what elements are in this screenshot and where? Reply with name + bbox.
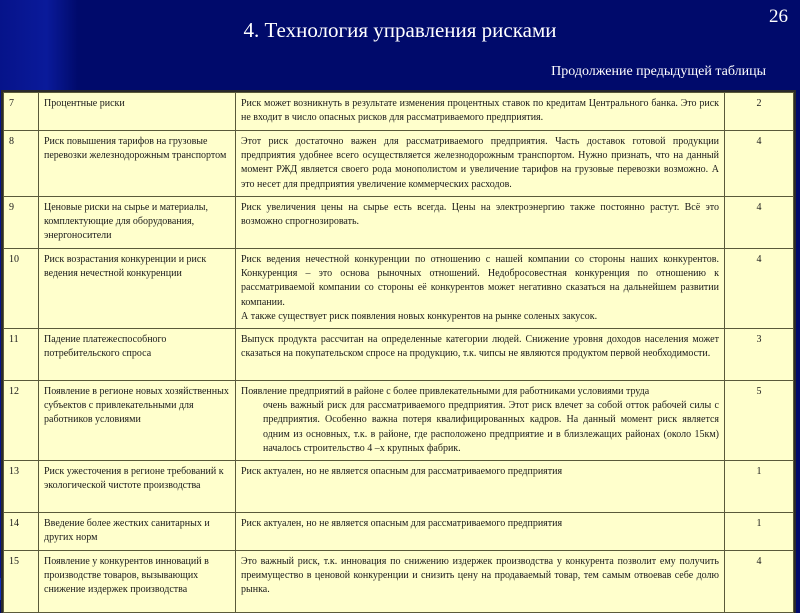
risk-description-first: Появление предприятий в районе с более привлекательными для работниками условиями труда <box>241 386 650 397</box>
row-number: 10 <box>4 249 39 329</box>
table-row <box>4 131 794 197</box>
row-number: 12 <box>4 381 39 461</box>
row-number: 13 <box>4 461 39 513</box>
slide-title: 4. Технология управления рисками <box>243 18 557 42</box>
risk-description-extra: А также существует риск появления новых конкурентов на рынке соленых закусок. <box>241 310 598 322</box>
table-row <box>4 249 794 329</box>
table-row <box>4 197 794 249</box>
row-number: 8 <box>4 131 39 197</box>
page-number: 26 <box>769 6 788 27</box>
row-number: 15 <box>4 551 39 613</box>
risk-score: 4 <box>725 131 794 197</box>
risk-description: Риск может возникнуть в результате изменения процентных ставок по кредитам Центрального банка. Это риск не входит в число опасных рисков для рассматриваемого предприятия. <box>236 93 725 131</box>
risk-score: 3 <box>725 329 794 381</box>
risk-description: Риск актуален, но не является опасным для рассматриваемого предприятия <box>236 461 725 513</box>
risk-name: Появление у конкурентов инноваций в производстве товаров, вызывающих снижение издержек производства <box>39 551 236 613</box>
risk-description-cell <box>236 381 725 461</box>
risk-description: Этот риск достаточно важен для рассматриваемого предприятия. Часть доставок готовой продукции предприятия удобнее всего осуществляется железнодорожным транспортом. Нужно признать, что на данный момент РЖД является своего рода монополистом и увеличение тарифов на грузовые перевозки возможно. А это несет для предприятия увеличение коммерческих расходов. <box>236 131 725 197</box>
risk-score: 5 <box>725 381 794 461</box>
risk-description: Это важный риск, т.к. инновация по снижению издержек производства у конкурента позволит ему получить преимущество в ценовой конкуренции и снизить цену на продаваемый товар, тем самым отвоевав себе долю рынка. <box>236 551 725 613</box>
risk-name: Ценовые риски на сырье и материалы, комплектующие для оборудования, энергоносители <box>39 197 236 249</box>
risk-name: Риск ужесточения в регионе требований к экологической чистоте производства <box>39 461 236 513</box>
risk-description: Выпуск продукта рассчитан на определенные категории людей. Снижение уровня доходов населения может сказаться на покупательском спросе на продукцию, т.к. чипсы не являются продуктом первой необходимости. <box>236 329 725 381</box>
row-number: 7 <box>4 93 39 131</box>
table-continuation-note: Продолжение предыдущей таблицы <box>551 64 766 79</box>
row-number: 9 <box>4 197 39 249</box>
risk-name: Процентные риски <box>39 93 236 131</box>
risk-name: Риск возрастания конкуренции и риск ведения нечестной конкуренции <box>39 249 236 329</box>
risk-description: очень важный риск для рассматриваемого предприятия. Этот риск влечет за собой отток рабочей силы с предприятия. Особенно важна потеря квалифицированных кадров. На данный момент риск является одним из основных, т.к. в районе, где расположено предприятие и в близлежащих районах (около 15км) началось строительство 4 –х крупных фабрик. <box>263 400 719 454</box>
risk-score: 1 <box>725 513 794 551</box>
table-row <box>4 381 794 461</box>
risk-score: 4 <box>725 197 794 249</box>
table-row <box>4 329 794 381</box>
risk-table <box>3 92 794 613</box>
risk-name: Риск повышения тарифов на грузовые перевозки железнодорожным транспортом <box>39 131 236 197</box>
table-row <box>4 93 794 131</box>
risk-name: Падение платежеспособного потребительского спроса <box>39 329 236 381</box>
risk-score: 4 <box>725 551 794 613</box>
table-row <box>4 513 794 551</box>
table-row <box>4 551 794 613</box>
risk-name: Введение более жестких санитарных и других норм <box>39 513 236 551</box>
risk-description: Риск актуален, но не является опасным для рассматриваемого предприятия <box>236 513 725 551</box>
row-number: 11 <box>4 329 39 381</box>
risk-score: 4 <box>725 249 794 329</box>
table-row <box>4 461 794 513</box>
row-number: 14 <box>4 513 39 551</box>
risk-description: Риск увеличения цены на сырье есть всегда. Цены на электроэнергию также постоянно растут. Всё это возможно спрогнозировать. <box>236 197 725 249</box>
risk-description: Риск ведения нечестной конкуренции по отношению с нашей компании со стороны наших конкурентов. Конкуренция – это основа рыночных отношений. Недобросовестная конкуренция по отношению к рассматриваемой компании со стороны её конкурентов может негативно сказаться на дальнейшем развитии компании. <box>241 254 719 308</box>
risk-score: 2 <box>725 93 794 131</box>
risk-score: 1 <box>725 461 794 513</box>
risk-name: Появление в регионе новых хозяйственных субъектов с привлекательными для работников условиями <box>39 381 236 461</box>
risk-description-cell <box>236 249 725 329</box>
